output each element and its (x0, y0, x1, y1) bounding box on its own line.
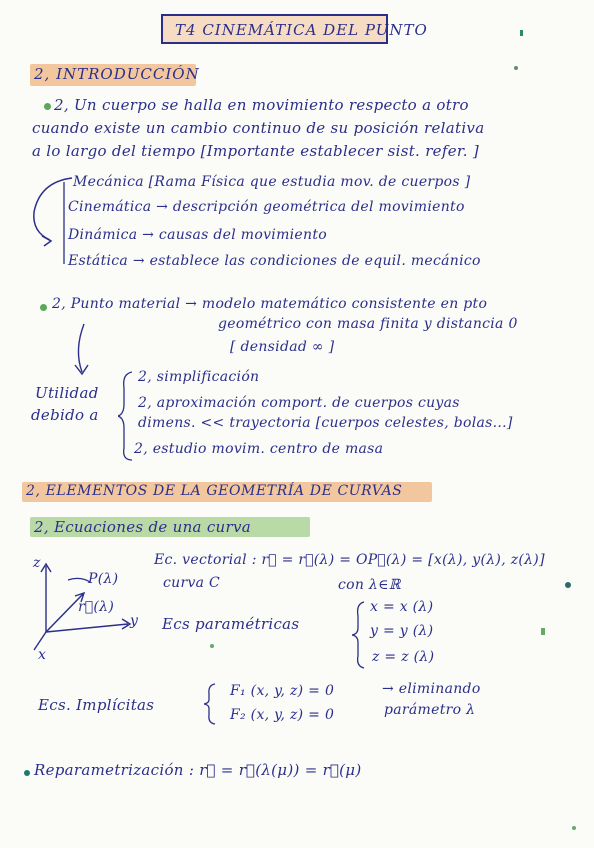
vector-label: r⃗(λ) (78, 599, 115, 615)
punto-material-line-1: 2, Punto material → modelo matemático consistente en pto (52, 296, 488, 312)
intro-line-2: cuando existe un cambio continuo de su posición relativa (32, 119, 485, 137)
con-lambda: con λ∈ℝ (338, 577, 401, 593)
utilidad-item-2b: dimens. << trayectoria [cuerpos celestes, bolas...] (138, 415, 513, 431)
green-dot (40, 304, 47, 311)
implicita-f2: F₂ (x, y, z) = 0 (230, 707, 335, 723)
subheading-ecuaciones: 2, Ecuaciones de una curva (34, 518, 251, 536)
parametro-note: parámetro λ (384, 702, 476, 718)
punto-material-line-2: geométrico con masa finita y distancia 0 (218, 316, 518, 332)
utilidad-item-1: 2, simplificación (138, 369, 260, 385)
param-z: z = z (λ) (372, 649, 435, 665)
ink-spot (520, 30, 523, 36)
ink-spot (514, 66, 518, 70)
curva-c: curva C (163, 575, 221, 591)
branch-cinematica: Cinemática → descripción geométrica del movimiento (68, 199, 465, 215)
eliminando-note: → eliminando (382, 681, 481, 697)
ink-spot (541, 628, 545, 635)
ecs-parametricas-label: Ecs paramétricas (162, 615, 300, 633)
parametricas-brace (352, 600, 368, 670)
param-y: y = y (λ) (370, 623, 434, 639)
section-heading-introduccion: 2, INTRODUCCIÓN (34, 65, 200, 83)
page-title: T4 CINEMÁTICA DEL PUNTO (175, 21, 428, 39)
utilidad-item-2: 2, aproximación comport. de cuerpos cuyas (138, 395, 460, 411)
point-label: P(λ) (88, 571, 119, 587)
implicita-f1: F₁ (x, y, z) = 0 (230, 683, 335, 699)
utilidad-item-3: 2, estudio movim. centro de masa (134, 441, 384, 457)
intro-line-1: 2, Un cuerpo se halla en movimiento respecto a otro (54, 96, 469, 114)
down-arrow (60, 320, 100, 380)
ecs-implicitas-label: Ecs. Implícitas (38, 696, 155, 714)
axis-z-label: z (33, 555, 41, 571)
branch-mecanica: Mecánica [Rama Física que estudia mov. de cuerpos ] (73, 174, 471, 190)
ink-spot (565, 582, 571, 588)
branch-estatica: Estática → establece las condiciones de equil. mecánico (68, 253, 481, 269)
axis-x-label: x (38, 647, 47, 663)
param-x: x = x (λ) (370, 599, 434, 615)
reparametrizacion: Reparametrización : r⃗ = r⃗(λ(μ)) = r⃗(μ) (34, 761, 362, 779)
section-heading-geometria: 2, ELEMENTOS DE LA GEOMETRÍA DE CURVAS (26, 483, 403, 499)
branch-dinamica: Dinámica → causas del movimiento (68, 227, 327, 243)
ink-spot (210, 644, 214, 648)
teal-bullet (24, 770, 30, 776)
implicitas-brace (204, 682, 218, 726)
ec-vectorial: Ec. vectorial : r⃗ = r⃗(λ) = OP⃗(λ) = [x(λ), y(λ), z(λ)] (154, 552, 545, 568)
axis-y-label: y (130, 613, 139, 629)
ink-spot (572, 826, 576, 830)
utilidad-label: Utilidad (35, 384, 99, 402)
punto-material-line-3: [ densidad ∞ ] (230, 339, 335, 355)
intro-line-3: a lo largo del tiempo [Importante establecer sist. refer. ] (32, 142, 479, 160)
green-dot (44, 103, 51, 110)
utilidad-label-2: debido a (31, 406, 99, 424)
title-box (161, 14, 428, 44)
